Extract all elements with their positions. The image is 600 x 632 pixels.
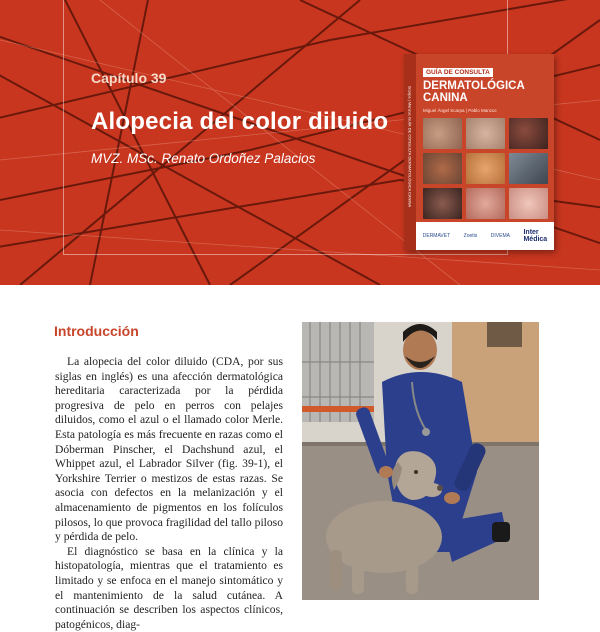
clinical-photo	[302, 322, 539, 600]
skin-thumbnail	[423, 153, 462, 184]
skin-thumbnail	[509, 118, 548, 149]
publisher-line1: Inter	[523, 229, 539, 236]
chapter-number: Capítulo 39	[91, 70, 167, 86]
book-title-line2: CANINA	[423, 92, 468, 104]
chapter-author: MVZ. MSc. Renato Ordoñez Palacios	[91, 151, 316, 166]
logo-zoetis: Zoetis	[463, 233, 478, 239]
book-title-line1: DERMATOLÓGICA	[423, 80, 525, 92]
skin-thumbnail	[466, 118, 505, 149]
logo-dermavet: DERMAVET	[422, 233, 451, 239]
skin-thumbnail	[423, 118, 462, 149]
skin-thumbnail	[509, 188, 548, 219]
skin-thumbnail	[466, 153, 505, 184]
vet-with-dog-illustration	[302, 322, 539, 600]
book-spine-text: Scarpa | Manzuc GUÍA DE CONSULTA DERMATOLÓGICA CANINA	[407, 85, 413, 208]
body-text	[55, 355, 283, 632]
logo-divema: DIVEMA	[490, 233, 510, 239]
skin-thumbnail	[509, 153, 548, 184]
book-authors: Miguel Ángel Scarpa | Pablo Manzuc	[423, 108, 497, 113]
publisher-line2: Médica	[523, 236, 548, 243]
book-cover	[404, 54, 554, 250]
paragraph: El diagnóstico se basa en la clínica y la histopatología, mientras que el tratamiento es limitado y se enfoca en el manejo sintomático y el mantenimiento de la salud cutánea. A continuación se describen los aspectos clínicos, patogénicos, diag-	[55, 544, 283, 631]
book-spine	[404, 54, 416, 250]
skin-thumbnail	[466, 188, 505, 219]
book-thumbnail-grid	[423, 118, 550, 219]
book-tag: GUÍA DE CONSULTA	[423, 68, 493, 77]
paragraph: La alopecia del color diluido (CDA, por sus siglas en inglés) es una afección dermatológica hereditaria caracterizada por la pérdida progresiva de pelo en perros con pelajes diluidos, como el azul o el llamado color Merle. Esta patología es más frecuente en razas como el Dóberman Pinscher, el Dachshund azul, el Whippet azul, el Labrador Silver (fig. 39-1), el Yorkshire Terrier o mestizos de estas razas. Se asocia con defectos en la melanización y el almacenamiento de pigmentos en los folículos pilosos, lo que provoca fragilidad del tallo piloso y pérdida de pelo.	[55, 355, 283, 544]
logo-intermedica	[523, 229, 547, 243]
skin-thumbnail	[423, 188, 462, 219]
chapter-banner	[0, 0, 600, 285]
section-heading: Introducción	[54, 323, 139, 339]
chapter-title: Alopecia del color diluido	[91, 108, 389, 135]
book-logo-strip	[416, 222, 554, 250]
